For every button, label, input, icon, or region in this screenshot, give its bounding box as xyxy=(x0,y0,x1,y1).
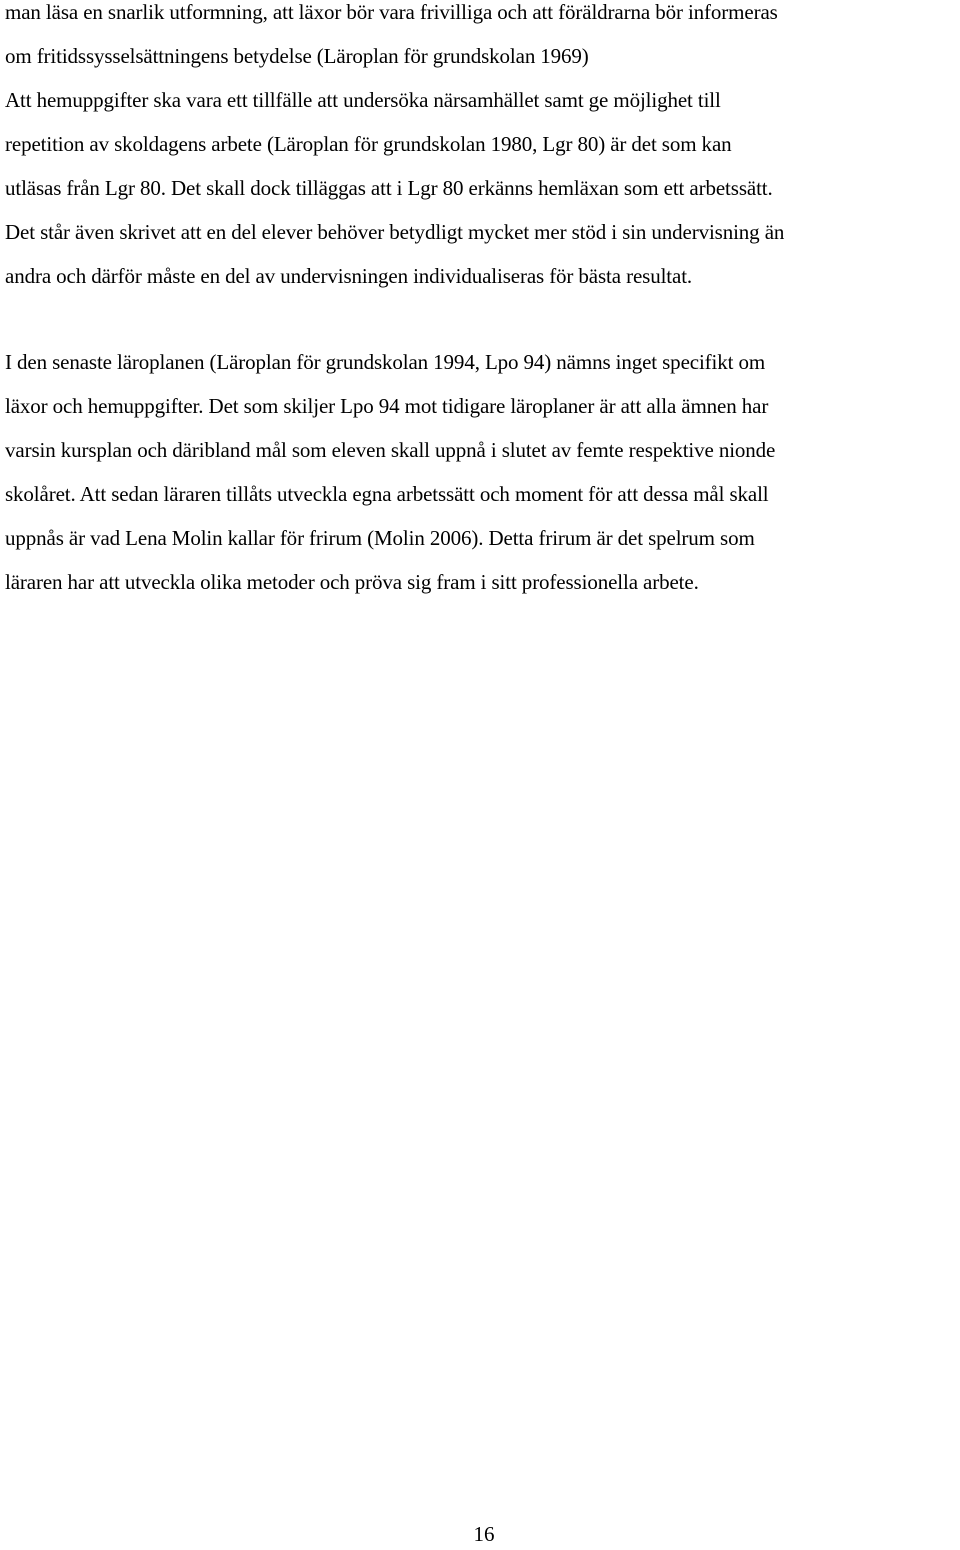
paragraph-line: utläsas från Lgr 80. Det skall dock tilläggas att i Lgr 80 erkänns hemläxan som ett arbetssätt. xyxy=(5,176,773,200)
paragraph-line: Att hemuppgifter ska vara ett tillfälle att undersöka närsamhället samt ge möjlighet till xyxy=(5,88,721,112)
paragraph-line: läxor och hemuppgifter. Det som skiljer Lpo 94 mot tidigare läroplaner är att alla ämnen har xyxy=(5,394,769,418)
paragraph-line: man läsa en snarlik utformning, att läxor bör vara frivilliga och att föräldrarna bör informeras xyxy=(5,0,778,24)
paragraph-line: andra och därför måste en del av undervisningen individualiseras för bästa resultat. xyxy=(5,264,693,288)
paragraph-2 xyxy=(5,340,960,604)
paragraph-line: I den senaste läroplanen (Läroplan för grundskolan 1994, Lpo 94) nämns inget specifikt om xyxy=(5,350,766,374)
paragraph-line: varsin kursplan och däribland mål som eleven skall uppnå i slutet av femte respektive nionde xyxy=(5,438,776,462)
page-number: 16 xyxy=(473,1522,495,1546)
paragraph-line: uppnås är vad Lena Molin kallar för frirum (Molin 2006). Detta frirum är det spelrum som xyxy=(5,526,755,550)
paragraph-1 xyxy=(5,0,960,298)
paragraph-line: läraren har att utveckla olika metoder och pröva sig fram i sitt professionella arbete. xyxy=(5,570,699,594)
paragraph-line: skolåret. Att sedan läraren tillåts utveckla egna arbetssätt och moment för att dessa mål skall xyxy=(5,482,769,506)
paragraph-line: repetition av skoldagens arbete (Läroplan för grundskolan 1980, Lgr 80) är det som kan xyxy=(5,132,732,156)
paragraph-line: om fritidssysselsättningens betydelse (Läroplan för grundskolan 1969) xyxy=(5,44,589,68)
paragraph-line: Det står även skrivet att en del elever behöver betydligt mycket mer stöd i sin undervisning än xyxy=(5,220,785,244)
